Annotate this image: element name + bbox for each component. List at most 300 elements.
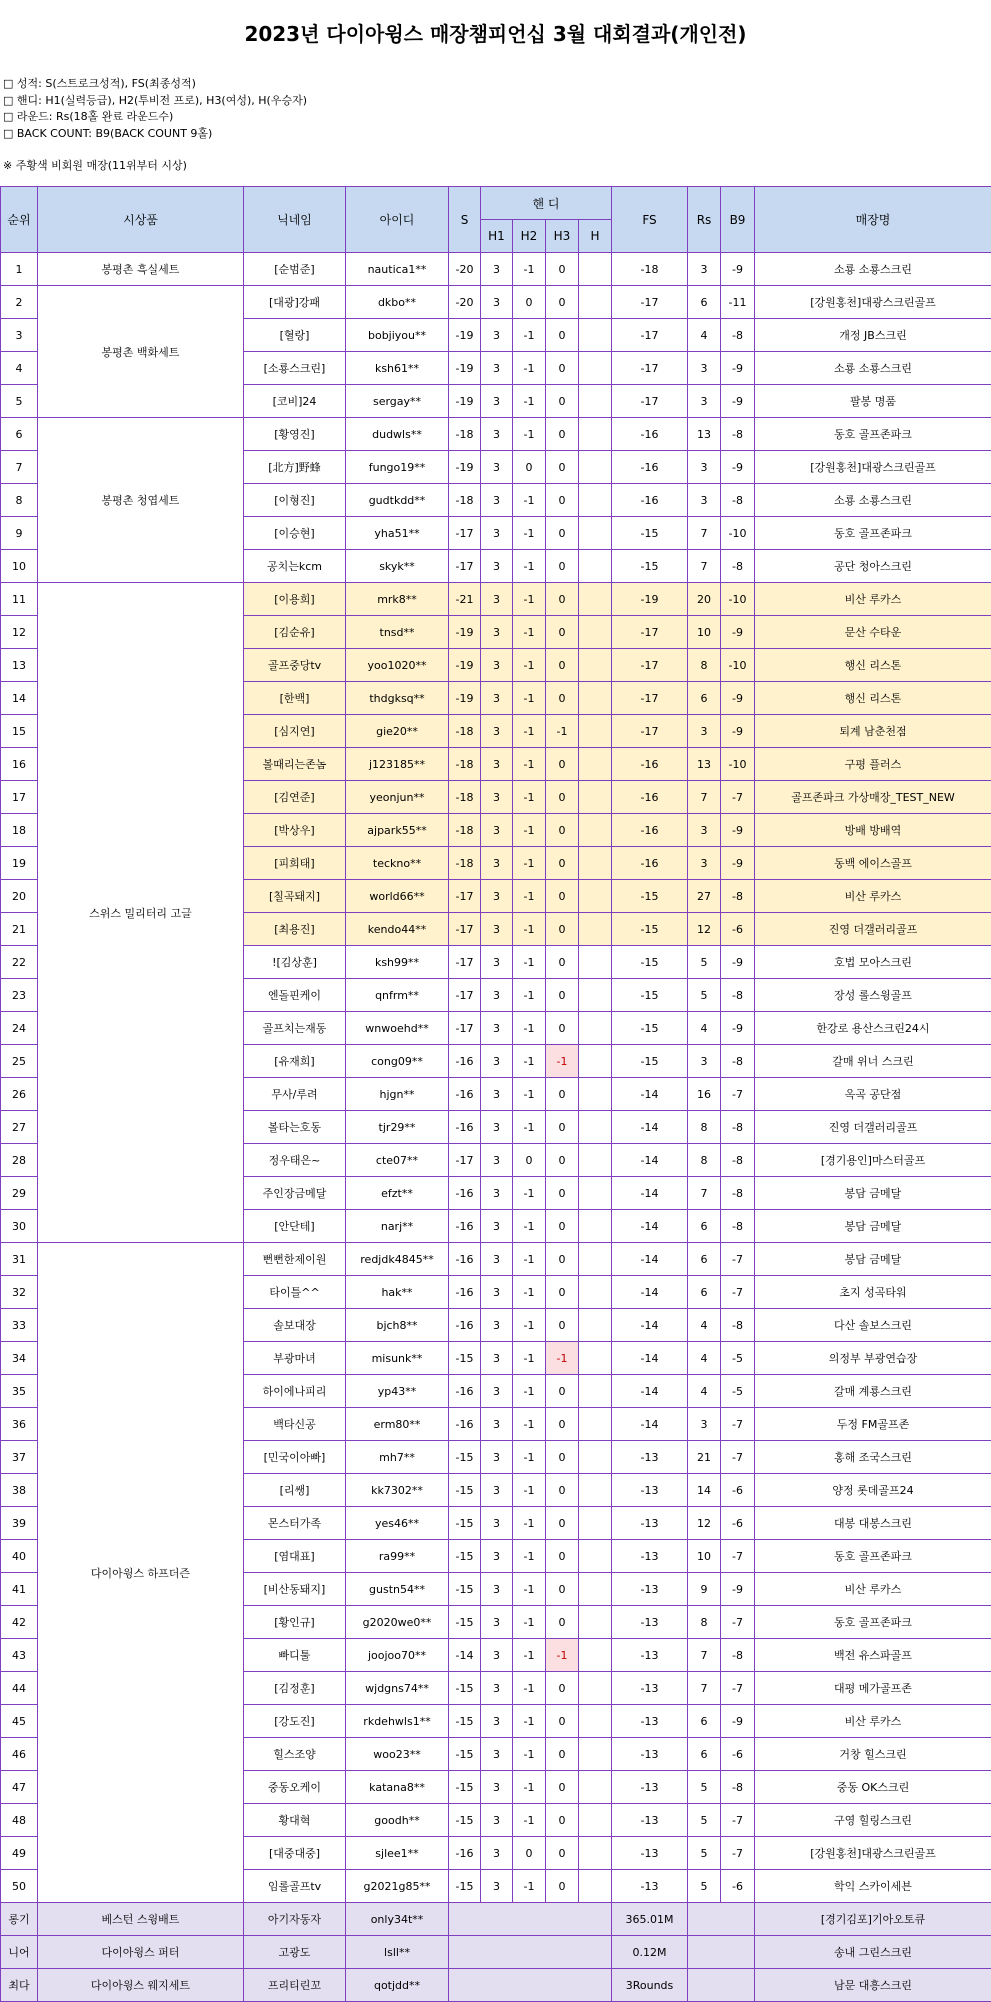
nickname-cell: [대중대중] <box>244 1837 346 1870</box>
h1-cell: 3 <box>481 748 513 781</box>
h1-cell: 3 <box>481 715 513 748</box>
fs-cell: -13 <box>612 1540 688 1573</box>
id-cell: wnwoehd** <box>346 1012 449 1045</box>
nickname-cell: [대광]강패 <box>244 286 346 319</box>
rank-cell: 48 <box>1 1804 38 1837</box>
nickname-cell: 빠디툴 <box>244 1639 346 1672</box>
h2-cell: -1 <box>513 1672 546 1705</box>
rs-cell: 5 <box>688 1870 721 1903</box>
fs-cell: -14 <box>612 1243 688 1276</box>
h3-cell: 0 <box>546 1309 579 1342</box>
rs-cell: 6 <box>688 1276 721 1309</box>
nickname-cell: [이용희] <box>244 583 346 616</box>
h-cell <box>579 748 612 781</box>
b9-cell: -9 <box>721 253 755 286</box>
col-id: 아이디 <box>346 187 449 253</box>
h2-cell: -1 <box>513 583 546 616</box>
h3-cell: 0 <box>546 1474 579 1507</box>
h1-cell: 3 <box>481 451 513 484</box>
h1-cell: 3 <box>481 1309 513 1342</box>
h2-cell: -1 <box>513 1606 546 1639</box>
nickname-cell: [민국이아빠] <box>244 1441 346 1474</box>
s-cell: -19 <box>449 682 481 715</box>
rs-cell: 4 <box>688 1309 721 1342</box>
h1-cell: 3 <box>481 1441 513 1474</box>
h-cell <box>579 517 612 550</box>
id-cell: redjdk4845** <box>346 1243 449 1276</box>
s-cell: -17 <box>449 550 481 583</box>
id-cell: katana8** <box>346 1771 449 1804</box>
b9-cell: -8 <box>721 1045 755 1078</box>
col-rs: Rs <box>688 187 721 253</box>
s-cell: -16 <box>449 1045 481 1078</box>
store-cell: 소룡 소룡스크린 <box>755 484 991 517</box>
h3-cell: 0 <box>546 352 579 385</box>
results-table <box>0 186 991 2002</box>
rs-cell: 21 <box>688 1441 721 1474</box>
h-cell <box>579 1243 612 1276</box>
rank-cell: 7 <box>1 451 38 484</box>
rank-cell: 15 <box>1 715 38 748</box>
h2-cell: 0 <box>513 1837 546 1870</box>
store-cell: 행신 리스톤 <box>755 682 991 715</box>
fs-cell: -13 <box>612 1837 688 1870</box>
s-cell: -16 <box>449 1309 481 1342</box>
s-cell: -15 <box>449 1705 481 1738</box>
h1-cell: 3 <box>481 517 513 550</box>
nickname-cell: [리쌩] <box>244 1474 346 1507</box>
b9-cell: -9 <box>721 1012 755 1045</box>
nickname-cell: 볼타는호동 <box>244 1111 346 1144</box>
rank-cell: 4 <box>1 352 38 385</box>
fs-cell: -14 <box>612 1375 688 1408</box>
rs-cell: 12 <box>688 1507 721 1540</box>
special-award-row <box>1 1903 991 1936</box>
id-cell: goodh** <box>346 1804 449 1837</box>
h2-cell: -1 <box>513 1111 546 1144</box>
rs-cell: 6 <box>688 286 721 319</box>
rank-cell: 50 <box>1 1870 38 1903</box>
h-cell <box>579 781 612 814</box>
nickname-cell: [이승현] <box>244 517 346 550</box>
s-cell: -15 <box>449 1342 481 1375</box>
rs-cell: 12 <box>688 913 721 946</box>
rank-cell: 32 <box>1 1276 38 1309</box>
rank-cell: 27 <box>1 1111 38 1144</box>
s-cell: -18 <box>449 781 481 814</box>
rs-cell: 7 <box>688 517 721 550</box>
h1-cell: 3 <box>481 1606 513 1639</box>
empty-cell <box>449 1936 612 1969</box>
h-cell <box>579 847 612 880</box>
id-cell: fungo19** <box>346 451 449 484</box>
nickname-cell: [황인규] <box>244 1606 346 1639</box>
h1-cell: 3 <box>481 1771 513 1804</box>
rank-cell: 29 <box>1 1177 38 1210</box>
fs-cell: -16 <box>612 781 688 814</box>
fs-cell: -17 <box>612 682 688 715</box>
h1-cell: 3 <box>481 253 513 286</box>
rank-cell: 18 <box>1 814 38 847</box>
b9-cell: -10 <box>721 748 755 781</box>
h3-cell: 0 <box>546 484 579 517</box>
h1-cell: 3 <box>481 1738 513 1771</box>
rank-cell: 22 <box>1 946 38 979</box>
h1-cell: 3 <box>481 1705 513 1738</box>
b9-cell: -7 <box>721 1408 755 1441</box>
h1-cell: 3 <box>481 1144 513 1177</box>
b9-cell: -8 <box>721 484 755 517</box>
s-cell: -16 <box>449 1276 481 1309</box>
table-body <box>1 253 991 2002</box>
s-cell: -15 <box>449 1606 481 1639</box>
s-cell: -15 <box>449 1738 481 1771</box>
fs-cell: -18 <box>612 253 688 286</box>
fs-cell: -16 <box>612 814 688 847</box>
store-cell: 남문 대흥스크린 <box>755 1969 991 2002</box>
b9-cell: -7 <box>721 1243 755 1276</box>
b9-cell: -9 <box>721 847 755 880</box>
s-cell: -14 <box>449 1639 481 1672</box>
table-row <box>1 583 991 616</box>
rank-cell: 6 <box>1 418 38 451</box>
store-cell: 양정 롯데골프24 <box>755 1474 991 1507</box>
fs-cell: -17 <box>612 385 688 418</box>
rank-cell: 37 <box>1 1441 38 1474</box>
h3-cell: 0 <box>546 1573 579 1606</box>
rs-cell: 5 <box>688 1771 721 1804</box>
nickname-cell: [순범준] <box>244 253 346 286</box>
h1-cell: 3 <box>481 649 513 682</box>
s-cell: -19 <box>449 385 481 418</box>
h3-cell: 0 <box>546 418 579 451</box>
rank-cell: 36 <box>1 1408 38 1441</box>
h3-cell: 0 <box>546 1111 579 1144</box>
h2-cell: -1 <box>513 1045 546 1078</box>
s-cell: -15 <box>449 1804 481 1837</box>
h3-cell: 0 <box>546 1078 579 1111</box>
rs-cell: 4 <box>688 1342 721 1375</box>
id-cell: mh7** <box>346 1441 449 1474</box>
h-cell <box>579 1210 612 1243</box>
h-cell <box>579 1573 612 1606</box>
h2-cell: -1 <box>513 847 546 880</box>
h2-cell: -1 <box>513 1276 546 1309</box>
b9-cell: -10 <box>721 583 755 616</box>
h-cell <box>579 1177 612 1210</box>
rank-cell: 26 <box>1 1078 38 1111</box>
nickname-cell: [김순유] <box>244 616 346 649</box>
rs-cell: 5 <box>688 979 721 1012</box>
fs-cell: -15 <box>612 550 688 583</box>
h2-cell: -1 <box>513 352 546 385</box>
h1-cell: 3 <box>481 880 513 913</box>
h-cell <box>579 1705 612 1738</box>
h2-cell: -1 <box>513 1705 546 1738</box>
prize-cell: 다이아윙스 퍼터 <box>38 1936 244 1969</box>
nickname-cell: 골프중당tv <box>244 649 346 682</box>
id-cell: qnfrm** <box>346 979 449 1012</box>
h3-cell: 0 <box>546 781 579 814</box>
s-cell: -15 <box>449 1540 481 1573</box>
store-cell: [강원홍천]대광스크린골프 <box>755 1837 991 1870</box>
h-cell <box>579 550 612 583</box>
h3-cell: 0 <box>546 517 579 550</box>
h3-cell: 0 <box>546 253 579 286</box>
rs-cell: 3 <box>688 715 721 748</box>
h2-cell: 0 <box>513 1144 546 1177</box>
table-row <box>1 253 991 286</box>
b9-cell: -9 <box>721 1573 755 1606</box>
fs-cell: -14 <box>612 1276 688 1309</box>
rank-cell: 16 <box>1 748 38 781</box>
s-cell: -17 <box>449 517 481 550</box>
id-cell: nautica1** <box>346 253 449 286</box>
h1-cell: 3 <box>481 814 513 847</box>
h2-cell: -1 <box>513 517 546 550</box>
store-cell: [경기김포]기아오토큐 <box>755 1903 991 1936</box>
nickname-cell: [김정훈] <box>244 1672 346 1705</box>
h2-cell: -1 <box>513 781 546 814</box>
id-cell: cong09** <box>346 1045 449 1078</box>
h2-cell: -1 <box>513 715 546 748</box>
h3-cell: -1 <box>546 715 579 748</box>
s-cell: -21 <box>449 583 481 616</box>
h2-cell: -1 <box>513 913 546 946</box>
h3-cell: -1 <box>546 1639 579 1672</box>
h1-cell: 3 <box>481 583 513 616</box>
b9-cell: -8 <box>721 1210 755 1243</box>
store-cell: 행신 리스톤 <box>755 649 991 682</box>
rank-cell: 11 <box>1 583 38 616</box>
h-cell <box>579 1408 612 1441</box>
nickname-cell: [안단테] <box>244 1210 346 1243</box>
store-cell: 비산 루카스 <box>755 1705 991 1738</box>
store-cell: 팔봉 명품 <box>755 385 991 418</box>
nickname-cell: 무사/루려 <box>244 1078 346 1111</box>
rs-cell: 20 <box>688 583 721 616</box>
b9-cell: -8 <box>721 1144 755 1177</box>
h1-cell: 3 <box>481 352 513 385</box>
nickname-cell: 아기자동자 <box>244 1903 346 1936</box>
rank-cell: 42 <box>1 1606 38 1639</box>
fs-cell: -14 <box>612 1111 688 1144</box>
record-cell: 0.12M <box>612 1936 688 1969</box>
nickname-cell: 하이에나피리 <box>244 1375 346 1408</box>
h1-cell: 3 <box>481 1078 513 1111</box>
s-cell: -17 <box>449 979 481 1012</box>
rank-cell: 45 <box>1 1705 38 1738</box>
empty-cell <box>688 1903 755 1936</box>
rank-cell: 8 <box>1 484 38 517</box>
id-cell: skyk** <box>346 550 449 583</box>
rs-cell: 4 <box>688 1012 721 1045</box>
id-cell: sergay** <box>346 385 449 418</box>
fs-cell: -17 <box>612 319 688 352</box>
s-cell: -16 <box>449 1375 481 1408</box>
h3-cell: 0 <box>546 1243 579 1276</box>
h2-cell: -1 <box>513 748 546 781</box>
h2-cell: -1 <box>513 253 546 286</box>
rs-cell: 4 <box>688 1375 721 1408</box>
s-cell: -20 <box>449 253 481 286</box>
nickname-cell: [강도진] <box>244 1705 346 1738</box>
s-cell: -19 <box>449 649 481 682</box>
h2-cell: -1 <box>513 946 546 979</box>
h-cell <box>579 1045 612 1078</box>
s-cell: -16 <box>449 1210 481 1243</box>
h1-cell: 3 <box>481 1672 513 1705</box>
fs-cell: -14 <box>612 1408 688 1441</box>
b9-cell: -9 <box>721 352 755 385</box>
rank-cell: 12 <box>1 616 38 649</box>
rank-cell: 21 <box>1 913 38 946</box>
rank-cell: 17 <box>1 781 38 814</box>
s-cell: -15 <box>449 1507 481 1540</box>
id-cell: ra99** <box>346 1540 449 1573</box>
fs-cell: -13 <box>612 1705 688 1738</box>
h2-cell: -1 <box>513 1738 546 1771</box>
store-cell: 홍해 조국스크린 <box>755 1441 991 1474</box>
h-cell <box>579 1309 612 1342</box>
h3-cell: 0 <box>546 1408 579 1441</box>
id-cell: yp43** <box>346 1375 449 1408</box>
id-cell: misunk** <box>346 1342 449 1375</box>
fs-cell: -15 <box>612 1012 688 1045</box>
nickname-cell: 고광도 <box>244 1936 346 1969</box>
b9-cell: -9 <box>721 385 755 418</box>
nickname-cell: [최용진] <box>244 913 346 946</box>
rs-cell: 7 <box>688 1177 721 1210</box>
h2-cell: -1 <box>513 1870 546 1903</box>
s-cell: -17 <box>449 1012 481 1045</box>
h-cell <box>579 319 612 352</box>
id-cell: hjgn** <box>346 1078 449 1111</box>
h-cell <box>579 1837 612 1870</box>
h1-cell: 3 <box>481 1342 513 1375</box>
rs-cell: 6 <box>688 1243 721 1276</box>
rank-cell: 39 <box>1 1507 38 1540</box>
h3-cell: 0 <box>546 682 579 715</box>
id-cell: gustn54** <box>346 1573 449 1606</box>
rank-cell: 33 <box>1 1309 38 1342</box>
b9-cell: -7 <box>721 1078 755 1111</box>
nickname-cell: [염대표] <box>244 1540 346 1573</box>
rank-cell: 1 <box>1 253 38 286</box>
rs-cell: 27 <box>688 880 721 913</box>
h-cell <box>579 451 612 484</box>
h1-cell: 3 <box>481 682 513 715</box>
h-cell <box>579 385 612 418</box>
rs-cell: 8 <box>688 1144 721 1177</box>
store-cell: 봉담 금메달 <box>755 1243 991 1276</box>
record-cell: 365.01M <box>612 1903 688 1936</box>
s-cell: -15 <box>449 1870 481 1903</box>
rank-cell: 44 <box>1 1672 38 1705</box>
h-cell <box>579 1738 612 1771</box>
rs-cell: 3 <box>688 385 721 418</box>
s-cell: -19 <box>449 451 481 484</box>
fs-cell: -14 <box>612 1342 688 1375</box>
prize-cell: 봉평촌 청엽세트 <box>38 418 244 583</box>
s-cell: -18 <box>449 847 481 880</box>
prize-cell: 스위스 밀리터리 고글 <box>38 583 244 1243</box>
b9-cell: -5 <box>721 1342 755 1375</box>
b9-cell: -8 <box>721 319 755 352</box>
id-cell: ksh61** <box>346 352 449 385</box>
nickname-cell: [황영진] <box>244 418 346 451</box>
h1-cell: 3 <box>481 847 513 880</box>
rs-cell: 9 <box>688 1573 721 1606</box>
h1-cell: 3 <box>481 1837 513 1870</box>
store-cell: 두정 FM골프존 <box>755 1408 991 1441</box>
h3-cell: -1 <box>546 1045 579 1078</box>
rank-cell: 47 <box>1 1771 38 1804</box>
store-cell: 동호 골프존파크 <box>755 418 991 451</box>
h2-cell: -1 <box>513 1177 546 1210</box>
h-cell <box>579 1078 612 1111</box>
rs-cell: 3 <box>688 484 721 517</box>
rank-cell: 13 <box>1 649 38 682</box>
store-cell: 대봉 대봉스크린 <box>755 1507 991 1540</box>
fs-cell: -14 <box>612 1210 688 1243</box>
nickname-cell: 백타신공 <box>244 1408 346 1441</box>
store-cell: 다산 솔보스크린 <box>755 1309 991 1342</box>
rank-cell: 34 <box>1 1342 38 1375</box>
nickname-cell: 힐스조양 <box>244 1738 346 1771</box>
b9-cell: -8 <box>721 979 755 1012</box>
fs-cell: -17 <box>612 715 688 748</box>
h2-cell: -1 <box>513 1210 546 1243</box>
s-cell: -18 <box>449 814 481 847</box>
rank-cell: 38 <box>1 1474 38 1507</box>
b9-cell: -11 <box>721 286 755 319</box>
h1-cell: 3 <box>481 1408 513 1441</box>
fs-cell: -16 <box>612 451 688 484</box>
fs-cell: -14 <box>612 1144 688 1177</box>
h1-cell: 3 <box>481 616 513 649</box>
table-row <box>1 1243 991 1276</box>
fs-cell: -15 <box>612 880 688 913</box>
nickname-cell: [유재희] <box>244 1045 346 1078</box>
rank-cell: 46 <box>1 1738 38 1771</box>
s-cell: -19 <box>449 319 481 352</box>
h-cell <box>579 1111 612 1144</box>
s-cell: -17 <box>449 913 481 946</box>
h1-cell: 3 <box>481 1012 513 1045</box>
h2-cell: -1 <box>513 1540 546 1573</box>
fs-cell: -17 <box>612 352 688 385</box>
b9-cell: -7 <box>721 1804 755 1837</box>
rs-cell: 5 <box>688 1804 721 1837</box>
h-cell <box>579 1804 612 1837</box>
h2-cell: -1 <box>513 682 546 715</box>
rs-cell: 8 <box>688 1606 721 1639</box>
id-cell: world66** <box>346 880 449 913</box>
fs-cell: -16 <box>612 418 688 451</box>
rs-cell: 8 <box>688 649 721 682</box>
store-cell: [경기용인]마스터골프 <box>755 1144 991 1177</box>
store-cell: 봉담 금메달 <box>755 1210 991 1243</box>
s-cell: -15 <box>449 1474 481 1507</box>
h-cell <box>579 1639 612 1672</box>
nickname-cell: [심지연] <box>244 715 346 748</box>
s-cell: -16 <box>449 1177 481 1210</box>
fs-cell: -13 <box>612 1672 688 1705</box>
store-cell: 소룡 소룡스크린 <box>755 253 991 286</box>
id-cell: erm80** <box>346 1408 449 1441</box>
store-cell: 소룡 소룡스크린 <box>755 352 991 385</box>
